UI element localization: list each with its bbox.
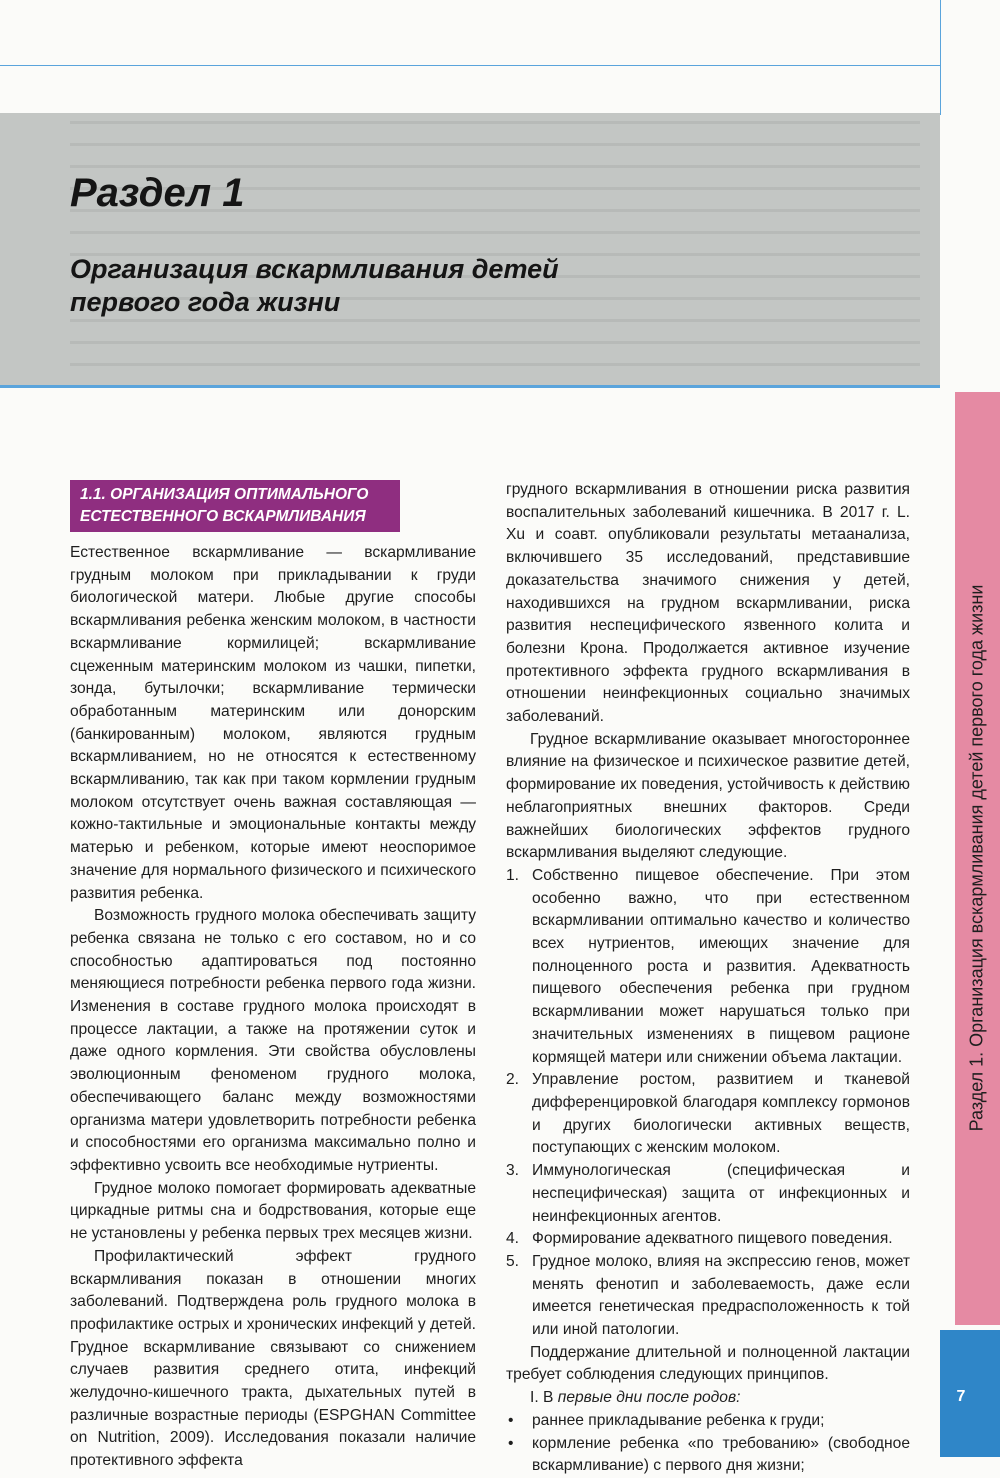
paragraph: Естественное вскармливание — вскармливание грудным молоком при прикладывании к груди биологической матери. Любые другие способы вскармливания ребенка женским молоком, в частности вскармливание кормилицей; вскармливание сцеженным материнским молоком из чашки, пипетки, зонда, бутылочки; вскармливание термически обработанным материнским или донорским (банкированным) молоком, являются грудным вскармливанием, но не относятся к естественному вскармливанию, так как при таком кормлении грудным молоком отсутствует очень важная составляющая — кожно-тактильные и эмоциональные контакты между матерью и ребенком, которые имеют неоспоримое значение для нормального физического и психического развития ребенка. [70, 544, 476, 902]
paragraph: Поддержание длительной и полноценной лактации требует соблюдения следующих принципов. [506, 1343, 910, 1384]
list-number: 4. [506, 1230, 520, 1248]
list-item-text: Иммунологическая (специфическая и неспецифическая) защита от инфекционных и неинфекционных агентов. [532, 1162, 910, 1225]
principle-prefix: I. В [530, 1389, 558, 1407]
list-item-text: кормление ребенка «по требованию» (свободное вскармливание) с первого дня жизни; [532, 1434, 910, 1475]
bullet-list [506, 1410, 910, 1478]
banner-bleed-through-texture [70, 121, 920, 381]
list-item [506, 1251, 910, 1342]
subsection-heading-line1: 1.1. ОРГАНИЗАЦИЯ ОПТИМАЛЬНОГО [80, 486, 369, 503]
subsection-heading-line2: ЕСТЕСТВЕННОГО ВСКАРМЛИВАНИЯ [80, 508, 366, 525]
list-item [506, 1228, 910, 1251]
bullet-icon: • [508, 1411, 514, 1429]
section-title [70, 253, 770, 319]
paragraph: Грудное молоко помогает формировать адекватные циркадные ритмы сна и бодрствования, которые еще не установлены у ребенка первых трех месяцев жизни. [70, 1179, 476, 1243]
left-column [70, 480, 476, 1473]
effects-list [506, 865, 910, 1342]
list-item [506, 1410, 910, 1433]
right-column [506, 479, 910, 1478]
list-item [506, 1160, 910, 1228]
list-item-text: раннее прикладывание ребенка к груди; [532, 1411, 825, 1429]
list-item [506, 1069, 910, 1160]
section-number: Раздел 1 [70, 171, 245, 215]
list-number: 1. [506, 866, 520, 884]
list-number: 5. [506, 1252, 520, 1270]
paragraph: Возможность грудного молока обеспечивать защиту ребенка связана не только с его составом, но и со способностью адаптироваться под постоянно меняющиеся потребности ребенка первого года жизни. Изменения в составе грудного молока происходят в процессе лактации, а также на протяжении суток и даже одного кормления. Эти свойства обусловлены эволюционным феноменом грудного молока, обеспечивающего баланс между возможностями организма матери удовлетворить потребности ребенка и способностями его организма максимально полно и эффективно усвоить все необходимые нутриенты. [70, 907, 476, 1174]
subsection-heading [70, 480, 400, 532]
list-item [506, 865, 910, 1069]
page-number-box [940, 1330, 1000, 1457]
section-title-line1: Организация вскармливания детей [70, 254, 559, 284]
page-number: 7 [956, 1388, 966, 1405]
side-label: Раздел 1. Организация вскармливания детей первого года жизни [966, 584, 987, 1132]
list-number: 3. [506, 1162, 520, 1180]
paragraph: Грудное вскармливание оказывает многостороннее влияние на физическое и психическое развитие детей, формирование их поведения, устойчивость к действию неблагоприятных внешних факторов. Среди важнейших биологических эффектов грудного вскармливания выделяют следующие. [506, 730, 910, 862]
list-item-text: Собственно пищевое обеспечение. При этом особенно важно, что при естественном вскармливании оптимально качество и количество всех нутриентов, имеющих значение для полноценного роста и развития. Адекватность пищевого обеспечения ребенка при грудном вскармливании может нарушаться только при значительных изменениях в пищевом рационе кормящей матери или снижении объема лактации. [532, 866, 910, 1066]
list-item-text: Управление ростом, развитием и тканевой дифференцировкой благодаря комплексу гормонов и других биологически активных веществ, поступающих с женским молоком. [532, 1071, 910, 1157]
list-number: 2. [506, 1071, 520, 1089]
paragraph: Профилактический эффект грудного вскармливания показан в отношении многих заболеваний. Подтверждена роль грудного молока в профилактике острых и хронических инфекций у детей. Грудное вскармливание связывают со снижением случаев развития среднего отита, инфекций желудочно-кишечного тракта, дыхательных путей в различные возрастные периоды (ESPGHAN Committee on Nutrition, 2009). Исследования показали наличие протективного эффекта [70, 1247, 476, 1470]
section-banner [0, 113, 940, 388]
list-item-text: Грудное молоко, влияя на экспрессию генов, может менять фенотип и заболеваемость, даже если имеется генетическая предрасположенность к той или иной патологии. [532, 1252, 910, 1339]
principle-heading [506, 1387, 910, 1410]
section-title-line2: первого года жизни [70, 287, 341, 317]
crop-guide-vertical [940, 0, 941, 115]
principle-italic: первые дни после родов: [557, 1389, 741, 1407]
bullet-icon: • [508, 1434, 514, 1452]
list-item-text: Формирование адекватного пищевого поведения. [532, 1230, 893, 1248]
crop-guide-horizontal [0, 65, 940, 66]
list-item [506, 1433, 910, 1478]
paragraph: грудного вскармливания в отношении риска развития воспалительных заболеваний кишечника. В 2017 г. L. Xu и соавт. опубликовали результаты метаанализа, включившего 35 исследований, представившие доказательства значимого снижения у детей, находившихся на грудном вскармливании, риска развития неспецифического язвенного колита и болезни Крона. Продолжается активное изучение протективного эффекта грудного вскармливания в отношении неинфекционных социально значимых заболеваний. [506, 481, 910, 726]
